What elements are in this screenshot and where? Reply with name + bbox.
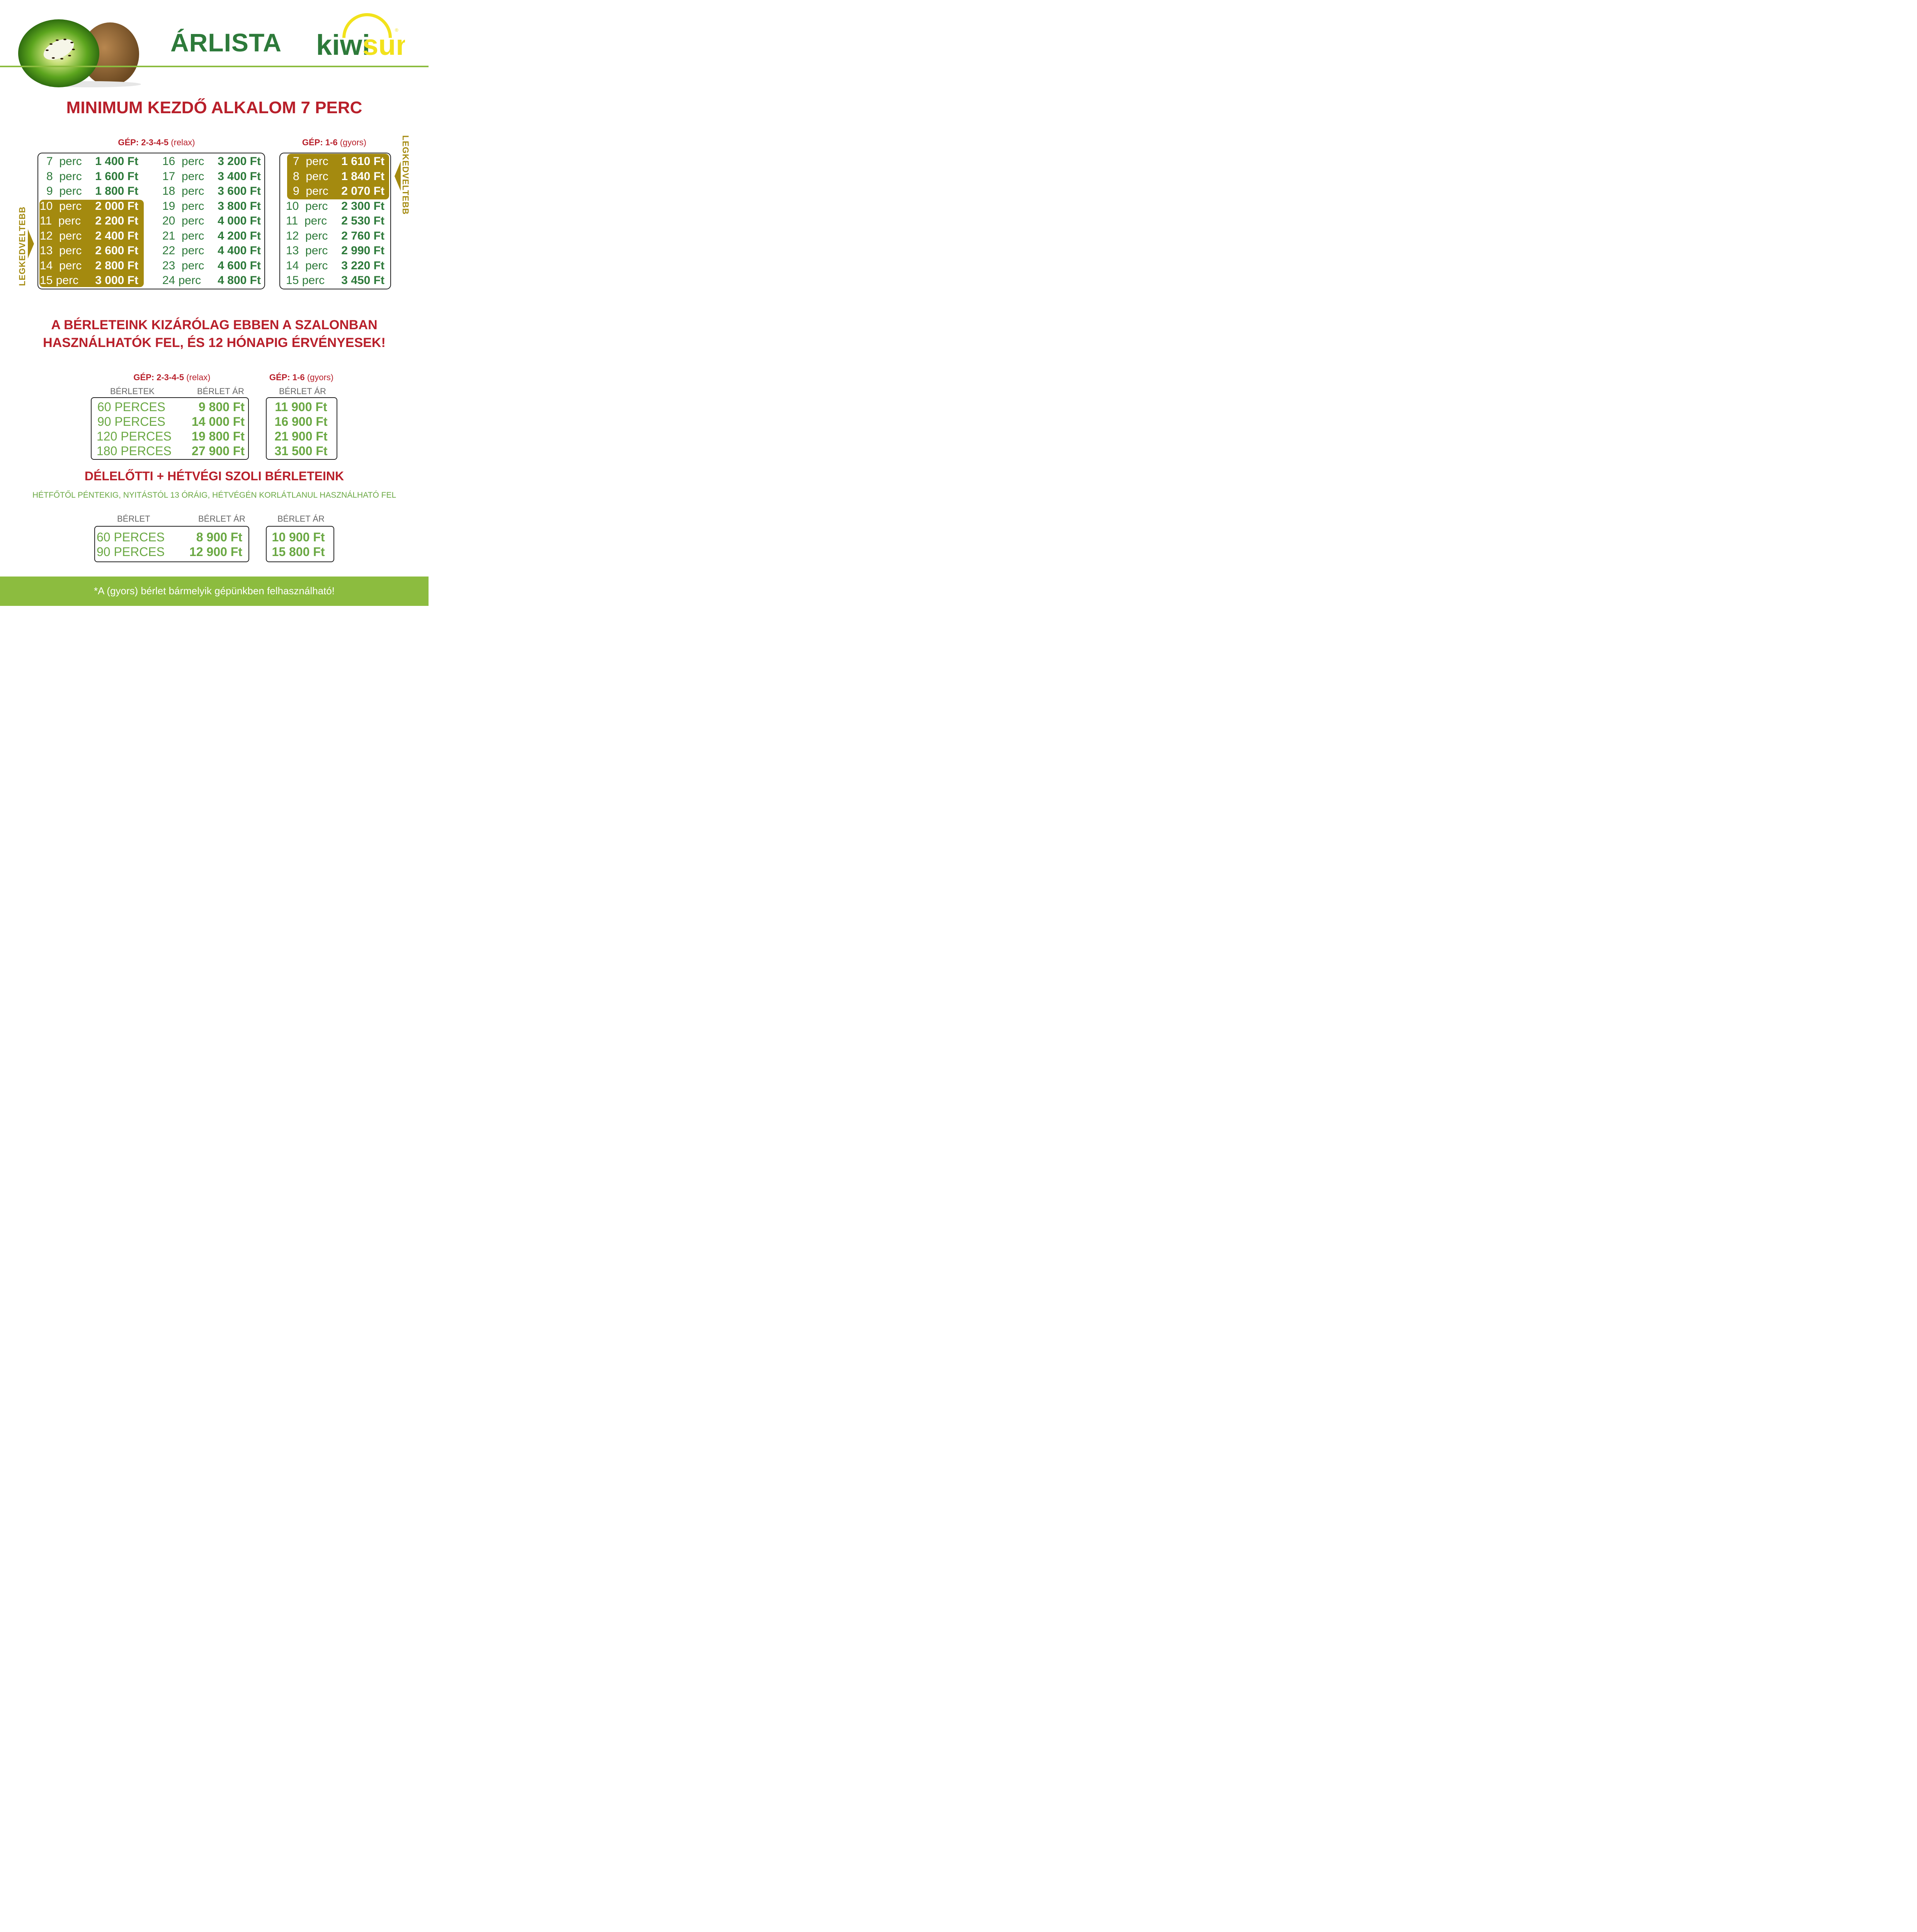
price-value: 2 990 Ft <box>341 244 384 257</box>
passes-gyors-price-col-header: BÉRLET ÁR <box>279 386 326 396</box>
minutes-label: 12 perc <box>40 229 82 242</box>
price-value: 3 600 Ft <box>218 185 261 197</box>
relax-price-row <box>40 214 140 228</box>
morning-gyors-price-col-header: BÉRLET ÁR <box>277 514 325 524</box>
pass-duration: 120 PERCES <box>97 429 172 443</box>
price-value: 2 300 Ft <box>341 199 384 213</box>
minutes-label: 12 perc <box>286 229 328 242</box>
morning-duration: 90 PERCES <box>97 545 165 559</box>
pass-relax-price: 9 800 Ft <box>198 400 245 414</box>
minutes-label: 24 perc <box>162 274 201 287</box>
relax-price-row <box>40 243 140 258</box>
relax-price-row <box>162 273 263 288</box>
minutes-label: 7 perc <box>293 155 328 168</box>
pass-gyors-price: 11 900 Ft <box>275 400 327 414</box>
footer-bar <box>0 577 429 606</box>
relax-price-row <box>162 259 263 273</box>
minutes-label: 7 perc <box>46 155 82 168</box>
minutes-label: 8 perc <box>46 170 82 183</box>
passes-headline-line-1: A BÉRLETEINK KIZÁRÓLAG EBBEN A SZALONBAN <box>51 318 378 332</box>
morning-gyors-price: 15 800 Ft <box>272 545 325 559</box>
passes-relax-machine: GÉP: 2-3-4-5 <box>133 372 184 382</box>
gyors-price-row <box>286 273 386 288</box>
relax-price-row <box>40 273 140 288</box>
minutes-label: 17 perc <box>162 170 204 183</box>
price-value: 2 070 Ft <box>341 185 384 197</box>
logo-sun-text: sun <box>362 29 405 58</box>
minutes-label: 22 perc <box>162 244 204 257</box>
kiwi-fruit-image <box>15 8 143 89</box>
gyors-price-row <box>286 199 386 214</box>
minutes-label: 16 perc <box>162 155 204 168</box>
minutes-label: 15 perc <box>286 274 325 287</box>
relax-price-row <box>40 184 140 199</box>
pass-gyors-price: 16 900 Ft <box>274 415 328 429</box>
relax-machine-note: (relax) <box>171 138 195 147</box>
gyors-price-row <box>286 169 386 184</box>
minutes-label: 10 perc <box>286 199 328 213</box>
gyors-price-row <box>286 229 386 243</box>
price-value: 2 530 Ft <box>341 214 384 227</box>
price-value: 2 760 Ft <box>341 229 384 242</box>
price-value: 2 600 Ft <box>95 244 138 257</box>
minutes-label: 11 perc <box>286 214 327 227</box>
relax-price-row <box>40 169 140 184</box>
relax-price-row <box>40 199 140 214</box>
morning-passes-subtitle: HÉTFŐTŐL PÉNTEKIG, NYITÁSTÓL 13 ÓRÁIG, HÉTVÉGÉN KORLÁTLANUL HASZNÁLHATÓ FEL <box>32 491 396 500</box>
gyors-price-row <box>286 259 386 273</box>
morning-row <box>97 544 328 559</box>
price-value: 3 800 Ft <box>218 199 261 213</box>
price-value: 1 610 Ft <box>341 155 384 168</box>
footer-note: *A (gyors) bérlet bármelyik gépünkben felhasználható! <box>94 585 335 597</box>
morning-price-col-header: BÉRLET ÁR <box>198 514 245 524</box>
gyors-machine-label <box>282 138 386 148</box>
relax-price-row <box>40 229 140 243</box>
pass-row <box>97 414 328 429</box>
price-value: 2 400 Ft <box>95 229 138 242</box>
pass-duration: 180 PERCES <box>97 444 172 458</box>
minutes-label: 23 perc <box>162 259 204 272</box>
relax-favorite-label: LEGKEDVELTEBB <box>17 206 27 286</box>
passes-relax-label <box>116 372 228 383</box>
kiwisun-logo <box>316 8 405 58</box>
price-value: 4 400 Ft <box>218 244 261 257</box>
minutes-label: 19 perc <box>162 199 204 213</box>
relax-price-row <box>40 154 140 169</box>
passes-price-col-header: BÉRLET ÁR <box>197 386 244 396</box>
gyors-favorite-arrow <box>395 162 401 191</box>
morning-relax-price: 12 900 Ft <box>189 545 242 559</box>
minutes-label: 14 perc <box>286 259 328 272</box>
price-value: 3 200 Ft <box>218 155 261 168</box>
price-value: 4 200 Ft <box>218 229 261 242</box>
pass-duration: 90 PERCES <box>97 415 165 429</box>
morning-relax-price: 8 900 Ft <box>196 530 242 544</box>
passes-gyors-note: (gyors) <box>307 372 334 382</box>
minutes-label: 20 perc <box>162 214 204 227</box>
minutes-label: 9 perc <box>293 185 328 197</box>
morning-row <box>97 530 328 544</box>
relax-price-row <box>162 199 263 214</box>
minutes-label: 21 perc <box>162 229 204 242</box>
price-value: 3 400 Ft <box>218 170 261 183</box>
relax-price-row <box>162 229 263 243</box>
pass-gyors-price: 21 900 Ft <box>274 429 328 443</box>
relax-machine-label <box>93 138 220 148</box>
header-divider <box>0 66 429 67</box>
relax-price-row <box>162 184 263 199</box>
gyors-machine-name: GÉP: 1-6 <box>302 138 338 147</box>
passes-relax-note: (relax) <box>186 372 211 382</box>
pass-relax-price: 14 000 Ft <box>192 415 245 429</box>
passes-gyors-machine: GÉP: 1-6 <box>269 372 305 382</box>
price-value: 4 800 Ft <box>218 274 261 287</box>
pass-duration: 60 PERCES <box>97 400 165 414</box>
minutes-label: 15 perc <box>40 274 79 287</box>
gyors-favorite-label: LEGKEDVELTEBB <box>401 135 410 215</box>
relax-price-row <box>162 154 263 169</box>
price-value: 1 600 Ft <box>95 170 138 183</box>
relax-price-row <box>162 214 263 228</box>
price-value: 2 800 Ft <box>95 259 138 272</box>
passes-col-header: BÉRLETEK <box>110 386 155 396</box>
morning-duration: 60 PERCES <box>97 530 165 544</box>
pass-row <box>97 429 328 444</box>
price-value: 3 220 Ft <box>341 259 384 272</box>
pass-row <box>97 400 328 414</box>
minutes-label: 10 perc <box>40 199 82 213</box>
relax-machine-name: GÉP: 2-3-4-5 <box>118 138 169 147</box>
price-value: 4 600 Ft <box>218 259 261 272</box>
minutes-label: 8 perc <box>293 170 328 183</box>
passes-gyors-label <box>261 372 342 383</box>
minutes-label: 11 perc <box>40 214 81 227</box>
relax-favorite-arrow <box>28 229 34 259</box>
price-value: 1 400 Ft <box>95 155 138 168</box>
passes-headline-line-2: HASZNÁLHATÓK FEL, ÉS 12 HÓNAPIG ÉRVÉNYESEK! <box>43 335 386 350</box>
gyors-price-row <box>286 214 386 228</box>
gyors-price-row <box>286 154 386 169</box>
minutes-label: 13 perc <box>286 244 328 257</box>
logo-kiwi-text: kiwi <box>316 29 370 58</box>
price-value: 2 000 Ft <box>95 199 138 213</box>
relax-price-row <box>40 259 140 273</box>
minimum-session-headline: MINIMUM KEZDŐ ALKALOM 7 PERC <box>66 98 362 117</box>
price-value: 3 000 Ft <box>95 274 138 287</box>
price-value: 4 000 Ft <box>218 214 261 227</box>
minutes-label: 9 perc <box>46 185 82 197</box>
relax-price-row <box>162 243 263 258</box>
price-value: 1 840 Ft <box>341 170 384 183</box>
registered-mark: ® <box>395 27 398 33</box>
morning-col-header: BÉRLET <box>117 514 150 524</box>
price-value: 3 450 Ft <box>341 274 384 287</box>
minutes-label: 14 perc <box>40 259 82 272</box>
passes-headline <box>0 316 429 352</box>
gyors-machine-note: (gyors) <box>340 138 367 147</box>
pass-relax-price: 27 900 Ft <box>192 444 245 458</box>
price-value: 2 200 Ft <box>95 214 138 227</box>
pass-relax-price: 19 800 Ft <box>192 429 245 443</box>
pass-row <box>97 444 328 458</box>
page-title: ÁRLISTA <box>170 28 282 57</box>
minutes-label: 18 perc <box>162 185 204 197</box>
price-value: 1 800 Ft <box>95 185 138 197</box>
morning-gyors-price: 10 900 Ft <box>272 530 325 544</box>
minutes-label: 13 perc <box>40 244 82 257</box>
pass-gyors-price: 31 500 Ft <box>274 444 328 458</box>
relax-price-row <box>162 169 263 184</box>
gyors-price-row <box>286 184 386 199</box>
morning-passes-headline: DÉLELŐTTI + HÉTVÉGI SZOLI BÉRLETEINK <box>84 469 344 483</box>
gyors-price-row <box>286 243 386 258</box>
